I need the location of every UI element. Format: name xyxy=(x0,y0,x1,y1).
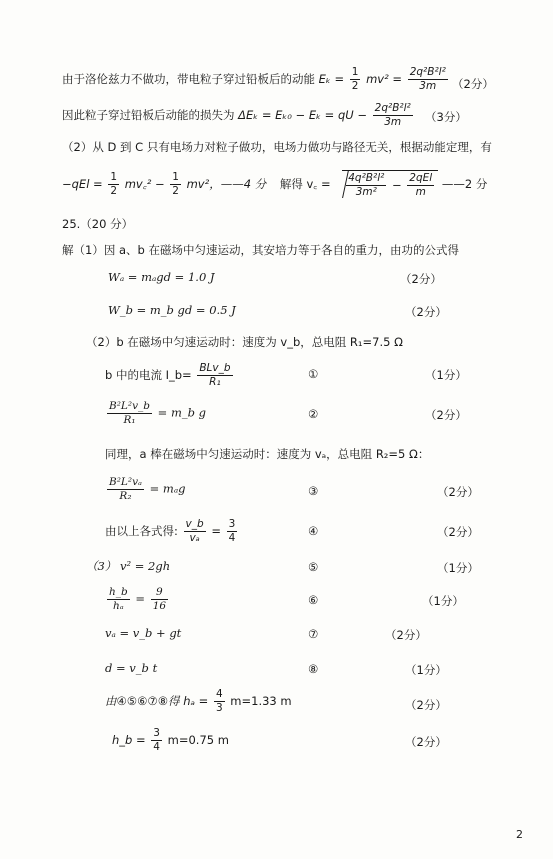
fraction xyxy=(107,476,144,503)
equation: −qEl = xyxy=(62,177,103,192)
equation: Eₖ = xyxy=(318,72,348,87)
denominator: 2 xyxy=(110,185,118,198)
square-root xyxy=(342,170,438,199)
denominator: R₁ xyxy=(209,376,221,389)
denominator: 3m xyxy=(384,116,402,129)
score-label: （1分） xyxy=(437,561,479,575)
denominator: 3 xyxy=(215,702,223,715)
height-ratio-line xyxy=(105,586,170,613)
text: h_b = xyxy=(112,733,146,748)
numerator: B²L²v_b xyxy=(107,400,152,414)
numerator: 4 xyxy=(214,688,225,702)
denominator: 4 xyxy=(228,532,236,545)
fraction xyxy=(197,362,232,389)
score-label: （1分） xyxy=(405,663,447,677)
fraction xyxy=(151,727,162,754)
energy-loss-line xyxy=(62,102,415,129)
equation-marker: ⑦ xyxy=(308,627,319,641)
fraction xyxy=(373,102,413,129)
numerator: B²L²vₐ xyxy=(107,476,144,490)
equation-marker: ④ xyxy=(308,524,319,538)
numerator: h_b xyxy=(107,586,130,600)
denominator: 3m² xyxy=(355,186,377,199)
fraction xyxy=(151,586,168,613)
question-heading: 25.（20 分） xyxy=(62,217,134,231)
score-label: （2分） xyxy=(425,408,467,422)
denominator: R₁ xyxy=(123,414,136,427)
denominator: m xyxy=(415,186,426,199)
score-label: （2分） xyxy=(437,485,479,499)
score-label: ——2 分 xyxy=(441,177,488,192)
fraction xyxy=(408,66,448,93)
text: 由以上各式得: xyxy=(105,524,178,539)
result-ha-line xyxy=(105,688,292,715)
denominator: 2 xyxy=(172,185,179,198)
equation: ΔEₖ = Eₖ₀ − Eₖ = qU − xyxy=(238,108,367,123)
equals: = xyxy=(135,591,146,606)
equals: = xyxy=(211,524,221,539)
score-label: （2分） xyxy=(405,735,447,749)
velocity-relation: vₐ = v_b + gt xyxy=(105,626,182,640)
score-label: （2分） xyxy=(405,698,447,712)
denominator: 3m xyxy=(419,80,437,93)
fraction xyxy=(108,171,119,198)
score-label: （2分） xyxy=(385,628,427,642)
score-label: （3分） xyxy=(425,110,467,124)
page-number: 2 xyxy=(516,828,523,841)
ratio-line xyxy=(105,518,239,545)
fraction xyxy=(227,518,238,545)
denominator: R₂ xyxy=(119,490,132,503)
numerator: 1 xyxy=(170,171,181,185)
score-label: （1分） xyxy=(425,368,467,382)
solution-part-1: 解（1）因 a、b 在磁场中匀速运动，其安培力等于各自的重力，由功的公式得 xyxy=(62,243,459,257)
equation-marker: ⑧ xyxy=(308,662,319,676)
score-label: （2分） xyxy=(437,525,479,539)
solve-label: 解得 v꜀ = xyxy=(279,177,331,192)
fraction xyxy=(407,172,434,199)
denominator: 2 xyxy=(351,80,359,93)
score-label: （1分） xyxy=(422,594,464,608)
kinetic-energy-line xyxy=(62,66,450,93)
score-label: （2分） xyxy=(405,305,447,319)
result-hb-line xyxy=(112,727,229,754)
free-fall-equation: （3） v² = 2gh xyxy=(86,559,171,573)
numerator: 4q²B²l² xyxy=(346,172,386,186)
distance-relation: d = v_b t xyxy=(105,661,158,675)
score-label: （2分） xyxy=(452,77,494,91)
equation-marker: ③ xyxy=(308,484,319,498)
fraction xyxy=(170,171,181,198)
numerator: 3 xyxy=(151,727,162,741)
score-label: （2分） xyxy=(400,272,442,286)
fraction xyxy=(214,688,225,715)
solution-part-2: （2）b 在磁场中匀速运动时：速度为 v_b，总电阻 R₁=7.5 Ω xyxy=(86,335,403,349)
text: 因此粒子穿过铅板后动能的损失为 xyxy=(62,108,235,123)
fraction xyxy=(350,66,361,93)
minus-sign: − xyxy=(391,178,402,193)
numerator: 2q²B²l² xyxy=(408,66,448,80)
numerator: 1 xyxy=(108,171,119,185)
result-value: m=0.75 m xyxy=(167,733,229,748)
result-value: m=1.33 m xyxy=(230,694,292,709)
numerator: v_b xyxy=(184,518,206,532)
fraction xyxy=(346,172,386,199)
part-2-intro: （2）从 D 到 C 只有电场力对粒子做功，电场力做功与路径无关，根据动能定理，有 xyxy=(62,140,492,154)
denominator: 16 xyxy=(152,600,167,613)
text: b 中的电流 I_b= xyxy=(105,368,192,383)
equation-marker: ② xyxy=(308,407,319,421)
denominator: hₐ xyxy=(113,600,124,613)
fraction xyxy=(107,400,152,427)
equation: mv꜀² − xyxy=(124,177,165,192)
work-a-equation: Wₐ = mₐgd = 1.0 J xyxy=(108,270,215,284)
text: 由④⑤⑥⑦⑧得 hₐ = xyxy=(105,694,209,709)
equation-marker: ⑤ xyxy=(308,560,319,574)
equation-marker: ① xyxy=(308,367,319,381)
current-b-line xyxy=(105,362,235,389)
text: 由于洛伦兹力不做功，带电粒子穿过铅板后的动能 xyxy=(62,72,315,87)
numerator: BLv_b xyxy=(197,362,232,376)
equation: mv² = xyxy=(366,72,403,87)
fraction xyxy=(107,586,130,613)
similarly-a-line: 同理，a 棒在磁场中匀速运动时：速度为 vₐ，总电阻 R₂=5 Ω： xyxy=(105,447,430,461)
work-b-equation: W_b = m_b gd = 0.5 J xyxy=(108,303,236,317)
denominator: vₐ xyxy=(189,532,200,545)
fraction xyxy=(184,518,206,545)
force-balance-a xyxy=(105,476,186,503)
numerator: 3 xyxy=(227,518,238,532)
equation: = m_b g xyxy=(157,405,206,420)
numerator: 2q²B²l² xyxy=(373,102,413,116)
equation: mv²，——4 分 xyxy=(186,177,267,192)
numerator: 1 xyxy=(350,66,361,80)
equation-marker: ⑥ xyxy=(308,593,319,607)
numerator: 9 xyxy=(151,586,168,600)
equation: = mₐg xyxy=(149,481,186,496)
denominator: 4 xyxy=(153,741,160,754)
work-energy-line xyxy=(62,170,487,199)
force-balance-b xyxy=(105,400,206,427)
numerator: 2qEl xyxy=(407,172,434,186)
